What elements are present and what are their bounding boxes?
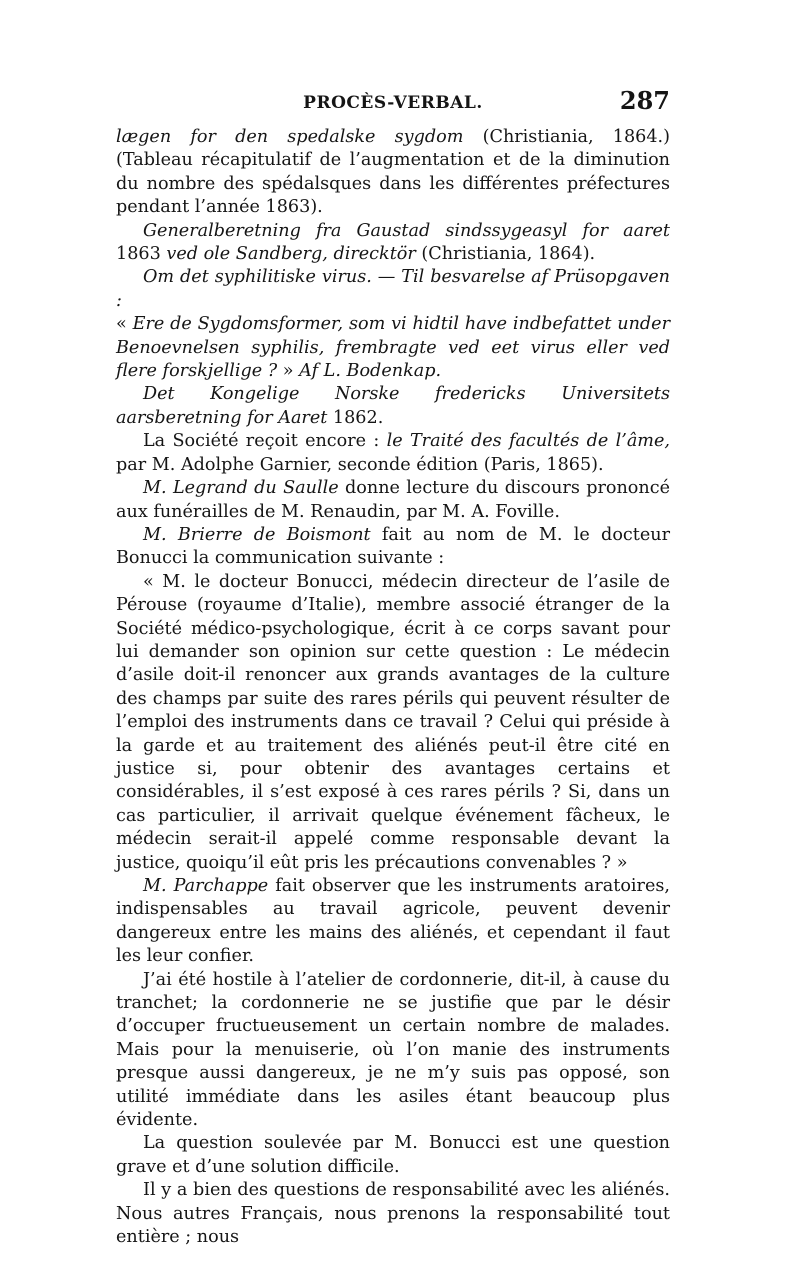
italic-text: le Traité des facultés de l’âme, bbox=[386, 431, 670, 452]
paragraph bbox=[116, 126, 670, 220]
running-title: PROCÈS-VERBAL. bbox=[303, 93, 483, 113]
paragraph bbox=[116, 1179, 670, 1249]
text-run: 1862. bbox=[327, 407, 384, 428]
body-text bbox=[116, 126, 670, 1250]
text-run: par M. Adolphe Garnier, seconde édition (Paris, 1865). bbox=[116, 454, 604, 475]
paragraph bbox=[116, 875, 670, 969]
italic-text: Til besvarelse af Prüsopgaven : bbox=[116, 267, 671, 311]
page-number: 287 bbox=[619, 86, 670, 115]
text-run: « M. le docteur Bonucci, médecin directeur de l’asile de Pérouse (royaume d’Italie), membre associé étranger de la Société médico-psychologique, écrit à ce corps savant pour lui demander son opinion sur cette question : Le médecin d’asile doit-il renoncer aux grands avantages de la culture des champs par suite des rares périls qui peuvent résulter de l’emploi des instruments dans ce travail ? Celui qui préside à la garde et au traitement des aliénés peut-il être cité en justice si, pour obtenir des avantages certains et considérables, il s’est exposé à ces rares périls ? Si, dans un cas particulier, il arrivait quelque événement fâcheux, le médecin serait-il appelé comme responsable devant la justice, quoiqu’il eût pris les précautions convenables ? » bbox=[116, 571, 670, 873]
italic-text: Af L. Bodenkap. bbox=[299, 361, 442, 382]
text-run: — bbox=[371, 267, 402, 288]
text-run: (Christiania, 1864.) (Tableau récapitulatif de l’augmentation et de la diminution du nombre des spédalsques dans les différentes préfectures pendant l’année 1863). bbox=[116, 127, 670, 218]
paragraph bbox=[116, 266, 670, 313]
text-run: fait observer que les instruments aratoires, indispensables au travail agricole, peuvent devenir dangereux entre les mains des aliénés, et cependant il faut les leur confier. bbox=[116, 876, 670, 967]
paragraph bbox=[116, 383, 670, 430]
italic-text: gen for den spedalske sygdom bbox=[138, 127, 464, 147]
italic-text: M. Brierre de Boismont bbox=[143, 524, 371, 545]
paragraph bbox=[116, 524, 670, 571]
italic-text: M. Legrand du Saulle bbox=[143, 478, 339, 499]
italic-text: Det Kongelige Norske fredericks Universitets aarsberetning for Aaret bbox=[116, 384, 670, 428]
paragraph bbox=[116, 571, 670, 875]
italic-text: Generalberetning fra Gaustad sindssygeasyl for aaret bbox=[143, 220, 670, 241]
paragraph bbox=[116, 430, 670, 477]
text-run: (Christiania, 1864). bbox=[415, 244, 596, 265]
text-run: fait au nom de M. le docteur Bonucci la communication suivante : bbox=[116, 524, 670, 569]
italic-text: M. Parchappe bbox=[143, 876, 269, 896]
italic-text: Ere de Sygdomsformer, som vi hidtil have indbefattet under Benoevnelsen syphilis, frembragte ved eet virus eller ved flere forskjellige ? bbox=[116, 314, 670, 382]
italic-text: Om det syphilitiske virus. bbox=[143, 267, 372, 288]
italic-text: ved ole Sandberg, direcktör bbox=[166, 244, 416, 265]
paragraph bbox=[116, 969, 670, 1133]
text-run: La question soulevée par M. Bonucci est une question grave et d’une solution difficile. bbox=[116, 1133, 670, 1177]
paragraph bbox=[116, 477, 670, 524]
paragraph bbox=[116, 220, 670, 267]
running-header bbox=[116, 86, 670, 120]
paragraph bbox=[116, 313, 670, 383]
text-run: 1863 bbox=[116, 244, 167, 265]
text-run: Il y a bien des questions de responsabilité avec les aliénés. Nous autres Français, nous prenons la responsabilité tout entière ; nous bbox=[116, 1180, 670, 1248]
text-run: « bbox=[116, 314, 133, 335]
italic-text: læ bbox=[116, 127, 139, 147]
text-run: » bbox=[277, 361, 300, 382]
text-run: donne lecture du discours prononcé aux funérailles de M. Renaudin, par M. A. Foville. bbox=[116, 478, 670, 522]
paragraph bbox=[116, 1132, 670, 1179]
text-run: La Société reçoit encore : bbox=[143, 431, 387, 452]
text-run: J’ai été hostile à l’atelier de cordonnerie, dit-il, à cause du tranchet; la cordonnerie ne se justifie que par le désir d’occuper fructueusement un certain nombre de malades. Mais pour la menuiserie, où l’on manie des instruments presque aussi dangereux, je ne m’y suis pas opposé, son utilité immédiate dans les asiles étant beaucoup plus évidente. bbox=[116, 969, 670, 1131]
